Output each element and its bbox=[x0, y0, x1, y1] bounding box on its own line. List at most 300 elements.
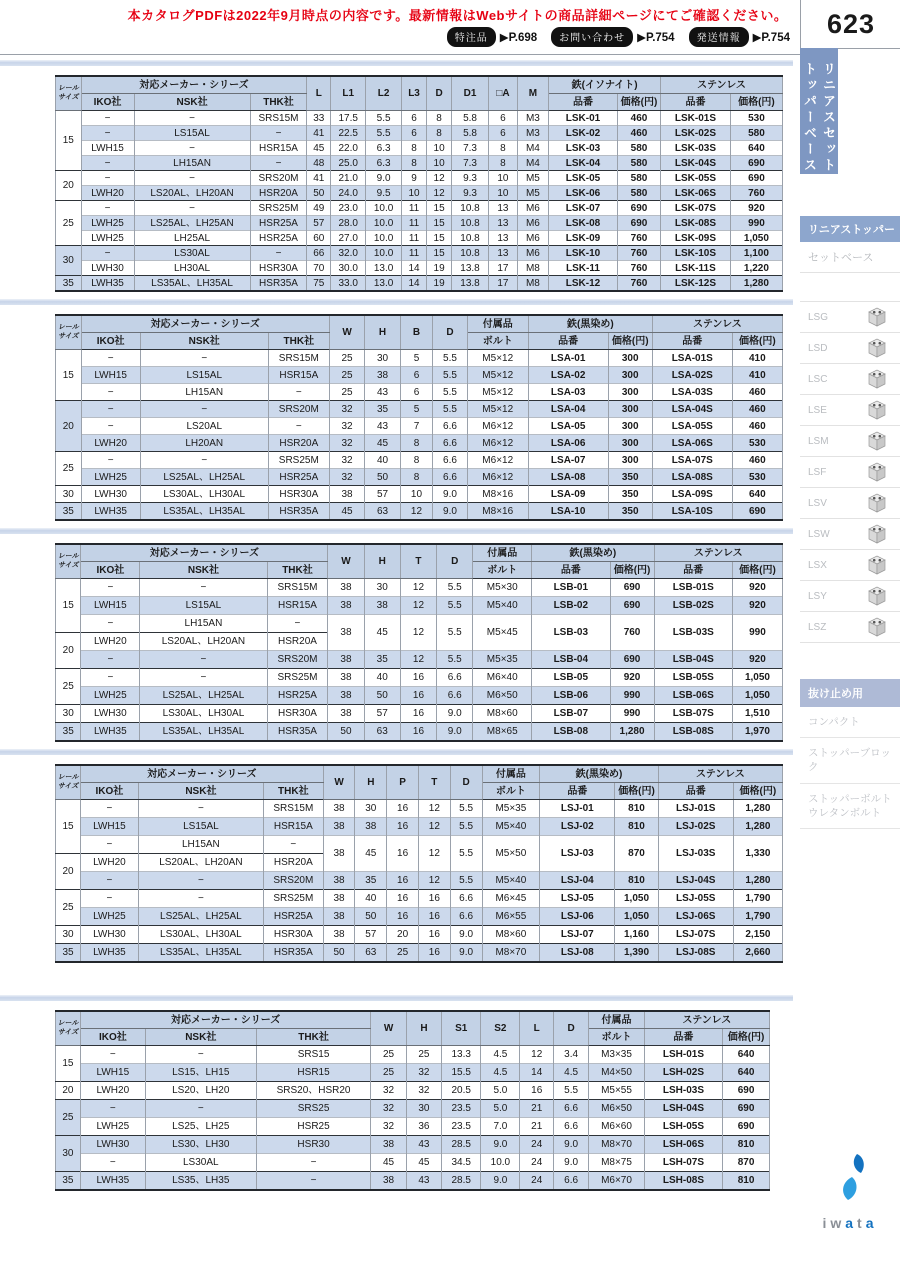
maker-cell: − bbox=[81, 800, 139, 818]
dim-cell: 32 bbox=[329, 401, 364, 418]
maker-cell: LWH35 bbox=[81, 503, 140, 521]
part-number-cell: LSJ-01 bbox=[540, 800, 615, 818]
catalog-content bbox=[0, 60, 800, 1198]
dim-cell: 60 bbox=[307, 231, 331, 246]
price-cell: 760 bbox=[617, 276, 660, 292]
section-divider bbox=[0, 60, 793, 66]
column-header: 鉄(黒染め) bbox=[540, 765, 658, 783]
sidebar-item-label: LSF bbox=[808, 466, 827, 478]
maker-cell: − bbox=[268, 384, 329, 401]
dim-cell: 13.3 bbox=[442, 1046, 481, 1064]
maker-cell: − bbox=[138, 800, 263, 818]
price-cell: 1,330 bbox=[733, 836, 782, 872]
maker-cell: HSR35A bbox=[263, 944, 323, 963]
dim-cell: 19 bbox=[427, 261, 452, 276]
iwata-logo-mark bbox=[824, 1152, 876, 1208]
column-header: 対応メーカー・シリーズ bbox=[80, 1011, 371, 1029]
section-divider bbox=[0, 299, 793, 305]
dim-cell: 45 bbox=[307, 141, 331, 156]
dim-cell: 38 bbox=[328, 651, 364, 669]
sidebar-item-lsw[interactable] bbox=[800, 519, 900, 550]
dim-cell: 32 bbox=[371, 1082, 406, 1100]
maker-cell: HSR30 bbox=[256, 1136, 371, 1154]
dim-cell: 6.6 bbox=[553, 1118, 588, 1136]
column-header: レール サイズ bbox=[56, 1011, 81, 1046]
dim-cell: 10 bbox=[401, 186, 427, 201]
dim-cell: 6.6 bbox=[450, 908, 482, 926]
dim-cell: 9.0 bbox=[450, 926, 482, 944]
product-block-icon bbox=[864, 429, 888, 453]
part-number-cell: LSK-07S bbox=[661, 201, 731, 216]
custom-order-page-link[interactable]: ▶P.698 bbox=[499, 32, 538, 44]
size-cell: 25 bbox=[56, 890, 81, 926]
column-header: W bbox=[329, 315, 364, 350]
dim-cell: 9.0 bbox=[481, 1136, 520, 1154]
spec-table-lsa bbox=[55, 314, 783, 521]
contact-page-link[interactable]: ▶P.754 bbox=[637, 32, 675, 44]
price-cell: 580 bbox=[617, 186, 660, 201]
bolt-cell: M5×55 bbox=[589, 1082, 644, 1100]
dim-cell: 43 bbox=[406, 1136, 441, 1154]
maker-cell: LWH35 bbox=[81, 276, 134, 292]
sidebar-item-label: LSE bbox=[808, 404, 827, 416]
sidebar-item-lsv[interactable] bbox=[800, 488, 900, 519]
maker-cell: LWH15 bbox=[81, 367, 140, 384]
product-block-icon bbox=[864, 398, 888, 422]
dim-cell: 5.5 bbox=[433, 367, 467, 384]
price-cell: 920 bbox=[732, 651, 782, 669]
column-header: ステンレス bbox=[654, 544, 782, 562]
price-cell: 1,220 bbox=[730, 261, 782, 276]
column-subheader: 価格(円) bbox=[723, 1029, 770, 1046]
maker-cell: LH20AN bbox=[140, 435, 268, 452]
maker-cell: − bbox=[256, 1154, 371, 1172]
dim-cell: 6.6 bbox=[433, 435, 467, 452]
maker-cell: − bbox=[81, 579, 140, 597]
maker-cell: LWH20 bbox=[81, 186, 134, 201]
maker-cell: LS35AL、LH35AL bbox=[138, 944, 263, 963]
price-cell: 350 bbox=[608, 503, 652, 521]
maker-cell: HSR30A bbox=[250, 261, 307, 276]
price-cell: 460 bbox=[732, 418, 782, 435]
size-cell: 20 bbox=[56, 854, 81, 890]
dim-cell: 14 bbox=[401, 261, 427, 276]
dim-cell: 24 bbox=[520, 1136, 553, 1154]
maker-cell: HSR15A bbox=[267, 597, 328, 615]
category-tab[interactable] bbox=[800, 48, 838, 174]
dim-cell: 57 bbox=[355, 926, 387, 944]
maker-cell: LS35AL、LH35AL bbox=[140, 723, 267, 742]
dim-cell: 38 bbox=[323, 800, 355, 818]
dim-cell: 25 bbox=[329, 384, 364, 401]
column-subheader: 品番 bbox=[652, 333, 732, 350]
sidebar-section-linear-stopper[interactable]: リニアストッパー bbox=[800, 216, 900, 242]
size-cell: 20 bbox=[56, 633, 81, 669]
dim-cell: 28.0 bbox=[331, 216, 366, 231]
dim-cell: 5.0 bbox=[481, 1082, 520, 1100]
sidebar-item-lsf[interactable] bbox=[800, 457, 900, 488]
sidebar-item-lsy[interactable] bbox=[800, 581, 900, 612]
dim-cell: 9.0 bbox=[433, 486, 467, 503]
price-cell: 1,160 bbox=[615, 926, 658, 944]
column-subheader: IKO社 bbox=[81, 562, 140, 579]
column-header: D1 bbox=[451, 76, 488, 111]
price-cell: 690 bbox=[610, 651, 654, 669]
column-header: S2 bbox=[481, 1011, 520, 1046]
part-number-cell: LSB-05S bbox=[654, 669, 732, 687]
bolt-cell: M8×75 bbox=[589, 1154, 644, 1172]
dim-cell: 41 bbox=[307, 171, 331, 186]
part-number-cell: LSJ-08S bbox=[658, 944, 733, 963]
maker-cell: LS30AL bbox=[145, 1154, 256, 1172]
maker-cell: − bbox=[140, 651, 267, 669]
sidebar-item-setbase[interactable]: セットベース bbox=[800, 242, 900, 273]
price-cell: 690 bbox=[723, 1100, 770, 1118]
dim-cell: 50 bbox=[328, 723, 364, 742]
price-cell: 990 bbox=[732, 615, 782, 651]
dim-cell: 32 bbox=[329, 418, 364, 435]
column-subheader: THK社 bbox=[267, 562, 328, 579]
part-number-cell: LSA-05 bbox=[528, 418, 608, 435]
dim-cell: 25 bbox=[329, 367, 364, 384]
maker-cell: SRS20M bbox=[250, 171, 307, 186]
maker-cell: LWH35 bbox=[81, 723, 140, 742]
column-subheader: ボルト bbox=[482, 783, 540, 800]
dim-cell: 15 bbox=[427, 201, 452, 216]
maker-cell: LS35、LH35 bbox=[145, 1172, 256, 1191]
price-cell: 690 bbox=[617, 201, 660, 216]
column-subheader: 価格(円) bbox=[732, 333, 782, 350]
dim-cell: 45 bbox=[355, 836, 387, 872]
column-subheader: NSK社 bbox=[134, 94, 250, 111]
dim-cell: 10 bbox=[489, 186, 517, 201]
dim-cell: 16 bbox=[418, 926, 450, 944]
dim-cell: 12 bbox=[418, 800, 450, 818]
part-number-cell: LSA-04S bbox=[652, 401, 732, 418]
link-group-contact bbox=[551, 27, 674, 47]
dim-cell: 6.6 bbox=[437, 669, 473, 687]
sidebar-item-lsz[interactable] bbox=[800, 612, 900, 643]
sidebar-section-retaining[interactable]: 抜け止め用 bbox=[800, 679, 900, 707]
dim-cell: 11 bbox=[401, 231, 427, 246]
size-cell: 30 bbox=[56, 486, 82, 503]
sidebar-item-lsm[interactable] bbox=[800, 426, 900, 457]
dim-cell: 28.5 bbox=[442, 1172, 481, 1191]
dim-cell: 35 bbox=[365, 401, 400, 418]
column-subheader: NSK社 bbox=[140, 562, 267, 579]
part-number-cell: LSB-01 bbox=[532, 579, 610, 597]
column-header: M bbox=[517, 76, 548, 111]
dim-cell: M4 bbox=[517, 141, 548, 156]
price-cell: 460 bbox=[732, 401, 782, 418]
dim-cell: 5 bbox=[400, 401, 433, 418]
price-cell: 300 bbox=[608, 367, 652, 384]
column-header: L2 bbox=[366, 76, 401, 111]
part-number-cell: LSK-06S bbox=[661, 186, 731, 201]
part-number-cell: LSJ-08 bbox=[540, 944, 615, 963]
part-number-cell: LSB-02S bbox=[654, 597, 732, 615]
price-cell: 580 bbox=[730, 126, 782, 141]
bolt-cell: M6×55 bbox=[482, 908, 540, 926]
price-cell: 1,970 bbox=[732, 723, 782, 742]
dim-cell: 8 bbox=[427, 126, 452, 141]
part-number-cell: LSK-03 bbox=[549, 141, 618, 156]
maker-cell: LS30、LH30 bbox=[145, 1136, 256, 1154]
maker-cell: LWH15 bbox=[80, 1064, 145, 1082]
product-block-icon bbox=[864, 584, 888, 608]
dim-cell: 12 bbox=[427, 171, 452, 186]
dim-cell: 16 bbox=[400, 723, 436, 742]
product-nav-list bbox=[800, 301, 900, 643]
sidebar-item-lsx[interactable] bbox=[800, 550, 900, 581]
part-number-cell: LSB-06S bbox=[654, 687, 732, 705]
maker-cell: − bbox=[81, 890, 139, 908]
sidebar-item-lsd[interactable] bbox=[800, 333, 900, 364]
part-number-cell: LSA-01 bbox=[528, 350, 608, 367]
bolt-cell: M6×12 bbox=[467, 418, 528, 435]
column-subheader: 品番 bbox=[661, 94, 731, 111]
maker-cell: LWH15 bbox=[81, 141, 134, 156]
page-number: 623 bbox=[826, 8, 876, 39]
price-cell: 810 bbox=[723, 1172, 770, 1191]
size-cell: 30 bbox=[56, 1136, 81, 1172]
dim-cell: M5 bbox=[517, 186, 548, 201]
dim-cell: 6.3 bbox=[366, 141, 401, 156]
dim-cell: 6 bbox=[401, 111, 427, 126]
sidebar-item-lsc[interactable] bbox=[800, 364, 900, 395]
dim-cell: 38 bbox=[323, 818, 355, 836]
sidebar-item-lsg[interactable] bbox=[800, 301, 900, 333]
dim-cell: 12 bbox=[400, 597, 436, 615]
dim-cell: 45 bbox=[329, 503, 364, 521]
part-number-cell: LSA-10 bbox=[528, 503, 608, 521]
part-number-cell: LSJ-06 bbox=[540, 908, 615, 926]
column-header: P bbox=[387, 765, 419, 800]
price-cell: 580 bbox=[617, 141, 660, 156]
maker-cell: LS25AL、LH25AL bbox=[140, 687, 267, 705]
column-header: レール サイズ bbox=[56, 76, 82, 111]
size-cell: 25 bbox=[56, 669, 81, 705]
dim-cell: 45 bbox=[364, 615, 400, 651]
bolt-cell: M8×70 bbox=[589, 1136, 644, 1154]
column-subheader: THK社 bbox=[263, 783, 323, 800]
sidebar-item-lse[interactable] bbox=[800, 395, 900, 426]
part-number-cell: LSK-01 bbox=[549, 111, 618, 126]
dim-cell: 5.5 bbox=[433, 401, 467, 418]
dim-cell: 45 bbox=[365, 435, 400, 452]
dim-cell: 12 bbox=[427, 186, 452, 201]
column-header: ステンレス bbox=[644, 1011, 769, 1029]
column-subheader: 品番 bbox=[654, 562, 732, 579]
maker-cell: LS15AL bbox=[140, 367, 268, 384]
maker-cell: LWH35 bbox=[81, 944, 139, 963]
dim-cell: 5.5 bbox=[433, 384, 467, 401]
sidebar-item-retaining-1[interactable]: ストッパーブロック bbox=[800, 738, 900, 783]
table-host-lsh bbox=[55, 1010, 800, 1191]
price-cell: 640 bbox=[723, 1046, 770, 1064]
dim-cell: 32 bbox=[371, 1100, 406, 1118]
dim-cell: 13 bbox=[489, 201, 517, 216]
column-subheader: 価格(円) bbox=[615, 783, 658, 800]
maker-cell: LWH25 bbox=[81, 469, 140, 486]
dim-cell: 10.0 bbox=[366, 246, 401, 261]
bolt-cell: M5×12 bbox=[467, 350, 528, 367]
maker-cell: LS15AL bbox=[134, 126, 250, 141]
bolt-cell: M8×70 bbox=[482, 944, 540, 963]
part-number-cell: LSB-06 bbox=[532, 687, 610, 705]
price-cell: 690 bbox=[617, 216, 660, 231]
maker-cell: − bbox=[134, 141, 250, 156]
price-cell: 350 bbox=[608, 486, 652, 503]
dim-cell: 17.5 bbox=[331, 111, 366, 126]
maker-cell: HSR25A bbox=[267, 687, 328, 705]
part-number-cell: LSA-04 bbox=[528, 401, 608, 418]
size-cell: 35 bbox=[56, 1172, 81, 1191]
sidebar-item-label: LSV bbox=[808, 497, 827, 509]
part-number-cell: LSJ-02 bbox=[540, 818, 615, 836]
spec-table-lsk bbox=[55, 75, 783, 292]
maker-cell: LWH20 bbox=[81, 854, 139, 872]
dim-cell: 11 bbox=[401, 216, 427, 231]
bolt-cell: M5×45 bbox=[473, 615, 532, 651]
maker-cell: LH15AN bbox=[140, 615, 267, 633]
part-number-cell: LSA-06S bbox=[652, 435, 732, 452]
price-cell: 1,790 bbox=[733, 890, 782, 908]
maker-cell: SRS20、HSR20 bbox=[256, 1082, 371, 1100]
maker-cell: HSR25A bbox=[250, 216, 307, 231]
bolt-cell: M8×60 bbox=[473, 705, 532, 723]
price-cell: 920 bbox=[610, 669, 654, 687]
maker-cell: − bbox=[81, 201, 134, 216]
price-cell: 640 bbox=[723, 1064, 770, 1082]
dim-cell: 8 bbox=[489, 141, 517, 156]
price-cell: 690 bbox=[610, 579, 654, 597]
maker-cell: SRS25M bbox=[267, 669, 328, 687]
maker-cell: LS35AL、LH35AL bbox=[134, 276, 250, 292]
part-number-cell: LSA-05S bbox=[652, 418, 732, 435]
column-subheader: IKO社 bbox=[81, 783, 139, 800]
maker-cell: LH15AN bbox=[138, 836, 263, 854]
shipping-page-link[interactable]: ▶P.754 bbox=[752, 32, 790, 44]
dim-cell: M5 bbox=[517, 171, 548, 186]
price-cell: 990 bbox=[610, 705, 654, 723]
column-subheader: 品番 bbox=[644, 1029, 722, 1046]
maker-cell: HSR15A bbox=[250, 141, 307, 156]
column-header: D bbox=[450, 765, 482, 800]
maker-cell: − bbox=[250, 246, 307, 261]
column-header: 鉄(イソナイト) bbox=[549, 76, 661, 94]
dim-cell: 10 bbox=[427, 141, 452, 156]
bolt-cell: M5×35 bbox=[482, 800, 540, 818]
dim-cell: 13.0 bbox=[366, 261, 401, 276]
maker-cell: LWH25 bbox=[81, 216, 134, 231]
part-number-cell: LSA-08 bbox=[528, 469, 608, 486]
dim-cell: 12 bbox=[400, 579, 436, 597]
size-cell: 15 bbox=[56, 111, 82, 171]
bolt-cell: M6×40 bbox=[473, 669, 532, 687]
dim-cell: 16 bbox=[418, 944, 450, 963]
dim-cell: 21.0 bbox=[331, 171, 366, 186]
dim-cell: 6.6 bbox=[553, 1100, 588, 1118]
section-divider bbox=[0, 995, 793, 1001]
dim-cell: 6.6 bbox=[433, 418, 467, 435]
dim-cell: 10.0 bbox=[481, 1154, 520, 1172]
dim-cell: 10.0 bbox=[366, 216, 401, 231]
size-cell: 25 bbox=[56, 452, 82, 486]
dim-cell: 32 bbox=[329, 452, 364, 469]
maker-cell: HSR25A bbox=[250, 231, 307, 246]
dim-cell: M3 bbox=[517, 111, 548, 126]
dim-cell: 30 bbox=[365, 350, 400, 367]
part-number-cell: LSH-08S bbox=[644, 1172, 722, 1191]
dim-cell: M6 bbox=[517, 201, 548, 216]
part-number-cell: LSA-03 bbox=[528, 384, 608, 401]
sidebar-item-label: LSM bbox=[808, 435, 829, 447]
dim-cell: 20 bbox=[387, 926, 419, 944]
dim-cell: 38 bbox=[323, 908, 355, 926]
part-number-cell: LSB-07S bbox=[654, 705, 732, 723]
dim-cell: 63 bbox=[364, 723, 400, 742]
maker-cell: − bbox=[140, 579, 267, 597]
dim-cell: 5.5 bbox=[366, 126, 401, 141]
price-cell: 690 bbox=[723, 1082, 770, 1100]
dim-cell: 13 bbox=[489, 246, 517, 261]
size-cell: 15 bbox=[56, 800, 81, 854]
dim-cell: 38 bbox=[328, 615, 364, 651]
dim-cell: 10.8 bbox=[451, 216, 488, 231]
maker-cell: HSR20A bbox=[267, 633, 328, 651]
column-header: L3 bbox=[401, 76, 427, 111]
dim-cell: 13.0 bbox=[366, 276, 401, 292]
column-header: D bbox=[433, 315, 467, 350]
price-cell: 300 bbox=[608, 350, 652, 367]
part-number-cell: LSK-04 bbox=[549, 156, 618, 171]
part-number-cell: LSB-08S bbox=[654, 723, 732, 742]
maker-cell: − bbox=[134, 111, 250, 126]
link-group-custom-order bbox=[447, 27, 537, 47]
maker-cell: SRS25M bbox=[263, 890, 323, 908]
maker-cell: − bbox=[80, 1154, 145, 1172]
dim-cell: 38 bbox=[323, 836, 355, 872]
sidebar-item-retaining-0[interactable]: コンパクト bbox=[800, 707, 900, 738]
contact-badge: お問い合わせ bbox=[551, 27, 633, 47]
maker-cell: − bbox=[145, 1046, 256, 1064]
maker-cell: LWH25 bbox=[81, 231, 134, 246]
part-number-cell: LSA-07 bbox=[528, 452, 608, 469]
maker-cell: LS15AL bbox=[138, 818, 263, 836]
maker-cell: LS15、LH15 bbox=[145, 1064, 256, 1082]
maker-cell: LS30AL、LH30AL bbox=[140, 486, 268, 503]
part-number-cell: LSK-01S bbox=[661, 111, 731, 126]
sidebar-item-retaining-2[interactable]: ストッパーボルト ウレタンボルト bbox=[800, 784, 900, 829]
dim-cell: 32 bbox=[406, 1064, 441, 1082]
price-cell: 1,050 bbox=[732, 687, 782, 705]
dim-cell: 9.3 bbox=[451, 186, 488, 201]
dim-cell: 43 bbox=[365, 384, 400, 401]
dim-cell: M8 bbox=[517, 261, 548, 276]
maker-cell: LS20AL、LH20AN bbox=[138, 854, 263, 872]
bolt-cell: M5×35 bbox=[473, 651, 532, 669]
column-subheader: THK社 bbox=[250, 94, 307, 111]
column-header: 対応メーカー・シリーズ bbox=[81, 76, 307, 94]
dim-cell: 12 bbox=[418, 836, 450, 872]
maker-cell: LH15AN bbox=[140, 384, 268, 401]
table-host-lsk bbox=[55, 75, 800, 292]
part-number-cell: LSB-08 bbox=[532, 723, 610, 742]
price-cell: 640 bbox=[732, 486, 782, 503]
maker-cell: − bbox=[138, 890, 263, 908]
maker-cell: LS25AL、LH25AL bbox=[138, 908, 263, 926]
